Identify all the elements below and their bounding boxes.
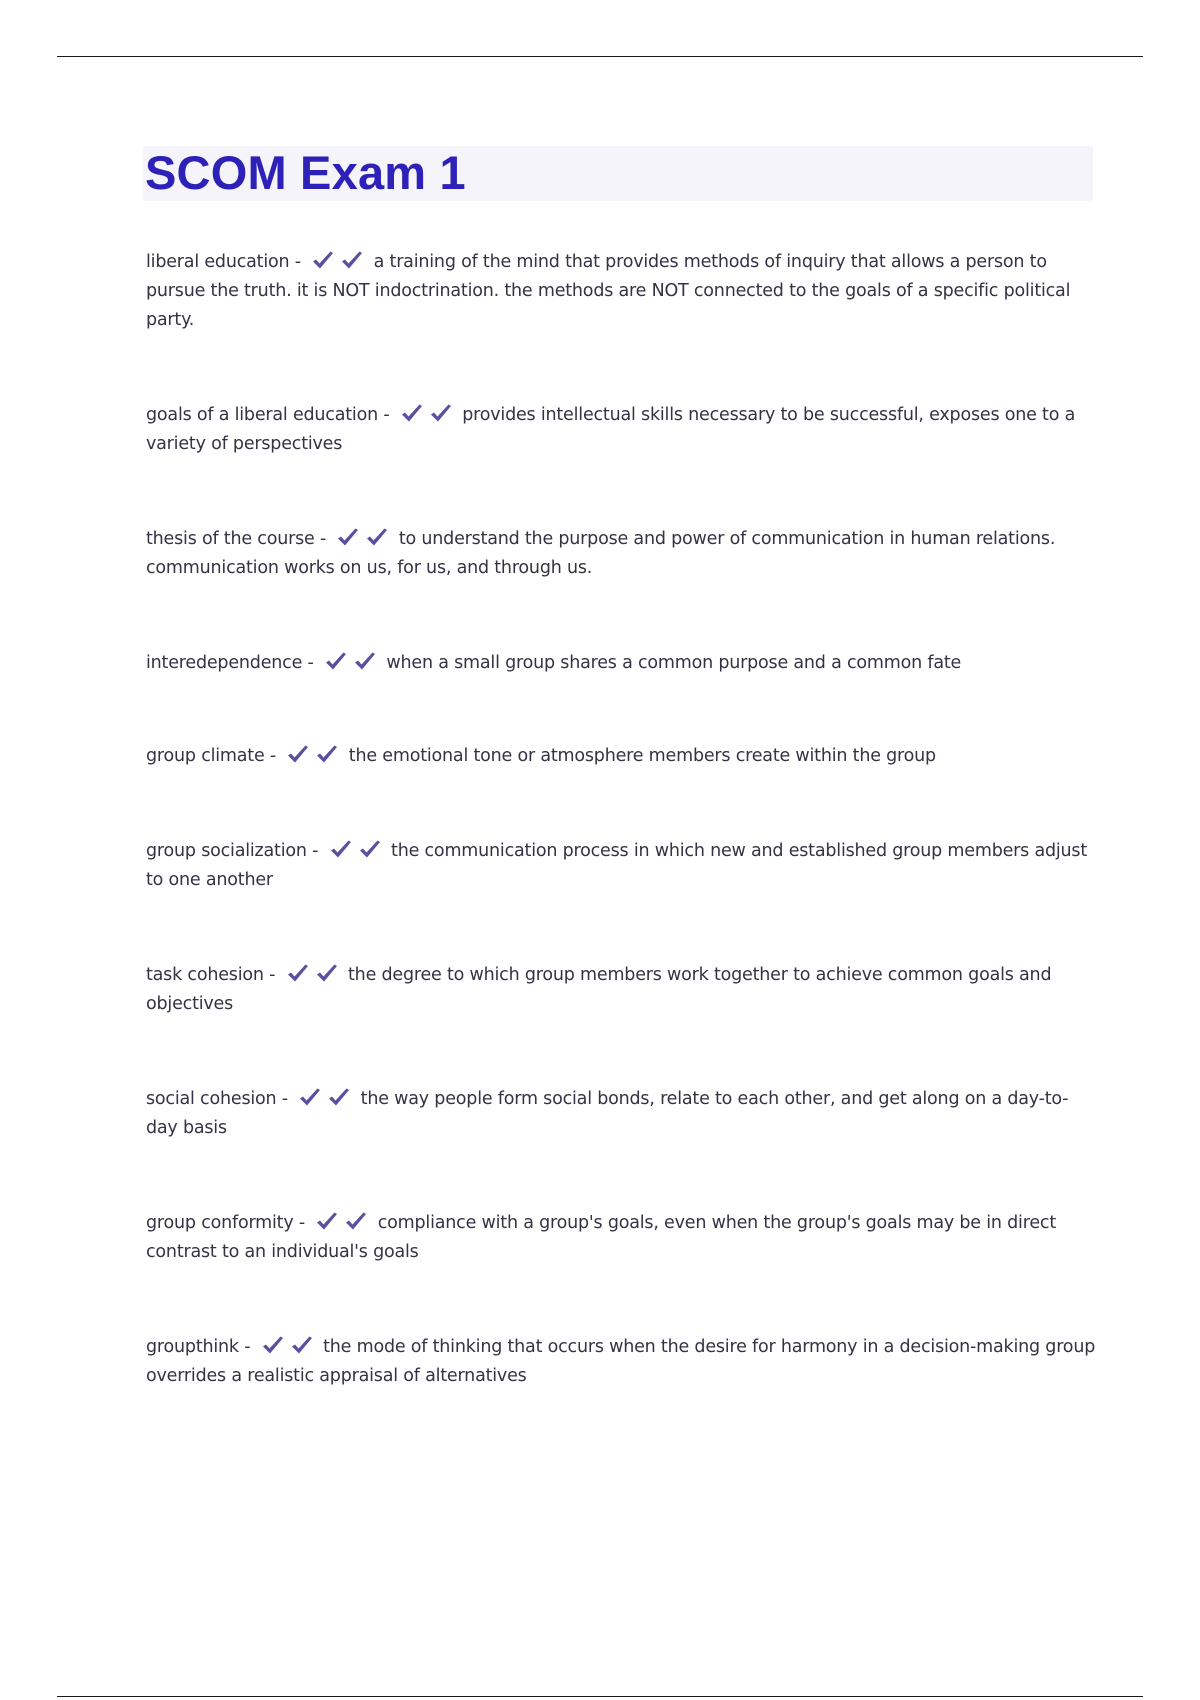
entry-separator: -	[307, 653, 314, 673]
flashcard-list	[146, 248, 1096, 1391]
flashcard-entry	[146, 961, 1096, 1019]
entry-term: liberal education	[146, 252, 290, 272]
entry-separator: -	[269, 965, 276, 985]
entry-separator: -	[319, 529, 327, 549]
flashcard-entry	[146, 401, 1096, 459]
bottom-rule	[57, 1696, 1143, 1697]
checkmark-icon	[357, 839, 382, 859]
answer-checkmarks	[260, 1333, 318, 1362]
entry-separator: -	[269, 746, 277, 766]
answer-checkmarks	[310, 248, 368, 277]
flashcard-entry	[146, 1209, 1096, 1267]
entry-separator: -	[294, 252, 301, 272]
answer-checkmarks	[314, 1209, 372, 1238]
checkmark-icon	[310, 250, 335, 270]
answer-checkmarks	[328, 837, 386, 866]
checkmark-icon	[297, 1087, 322, 1107]
entry-term: thesis of the course	[146, 529, 315, 549]
checkmark-icon	[339, 250, 364, 270]
flashcard-entry	[146, 1333, 1096, 1391]
checkmark-icon	[364, 527, 389, 547]
entry-term: goals of a liberal education	[146, 405, 378, 425]
checkmark-icon	[314, 744, 339, 764]
entry-separator: -	[312, 841, 319, 861]
flashcard-entry	[146, 248, 1096, 335]
entry-term: group conformity	[146, 1213, 294, 1233]
checkmark-icon	[314, 963, 339, 983]
checkmark-icon	[260, 1335, 285, 1355]
answer-checkmarks	[297, 1085, 355, 1114]
entry-definition: compliance with a group's goals, even when the group's goals may be in direct contrast to an individual's goals	[146, 1213, 1056, 1262]
flashcard-entry	[146, 742, 1096, 771]
checkmark-icon	[289, 1335, 314, 1355]
entry-term: interedependence	[146, 653, 303, 673]
checkmark-icon	[285, 963, 310, 983]
answer-checkmarks	[335, 525, 393, 554]
flashcard-entry	[146, 837, 1096, 895]
entry-separator: -	[383, 405, 390, 425]
checkmark-icon	[428, 403, 453, 423]
top-rule	[57, 56, 1143, 57]
entry-term: group climate	[146, 746, 265, 766]
answer-checkmarks	[323, 649, 381, 678]
entry-separator: -	[298, 1213, 305, 1233]
entry-definition: the mode of thinking that occurs when the desire for harmony in a decision-making group overrides a realistic appraisal of alternatives	[146, 1337, 1096, 1386]
entry-definition: the degree to which group members work together to achieve common goals and objectives	[146, 965, 1052, 1014]
page-title: SCOM Exam 1	[145, 146, 466, 199]
entry-separator: -	[244, 1337, 251, 1357]
checkmark-icon	[335, 527, 360, 547]
flashcard-entry	[146, 1085, 1096, 1143]
checkmark-icon	[285, 744, 310, 764]
answer-checkmarks	[285, 742, 343, 771]
flashcard-entry	[146, 525, 1096, 583]
flashcard-entry	[146, 649, 1096, 678]
answer-checkmarks	[399, 401, 457, 430]
entry-definition: the emotional tone or atmosphere members create within the group	[348, 746, 936, 766]
entry-term: social cohesion	[146, 1089, 277, 1109]
entry-term: task cohesion	[146, 965, 264, 985]
answer-checkmarks	[285, 961, 343, 990]
entry-term: group socialization	[146, 841, 307, 861]
entry-term: groupthink	[146, 1337, 239, 1357]
entry-definition: the communication process in which new and established group members adjust to one another	[146, 841, 1088, 890]
entry-definition: provides intellectual skills necessary to be successful, exposes one to a variety of perspectives	[146, 405, 1076, 454]
checkmark-icon	[399, 403, 424, 423]
checkmark-icon	[314, 1211, 339, 1231]
checkmark-icon	[326, 1087, 351, 1107]
entry-definition: a training of the mind that provides methods of inquiry that allows a person to pursue the truth. it is NOT indoctrination. the methods are NOT connected to the goals of a specific political party.	[146, 252, 1071, 330]
entry-definition: the way people form social bonds, relate to each other, and get along on a day-to-day basis	[146, 1089, 1069, 1138]
checkmark-icon	[328, 839, 353, 859]
entry-definition: to understand the purpose and power of communication in human relations. communication works on us, for us, and through us.	[146, 529, 1056, 578]
checkmark-icon	[352, 651, 377, 671]
checkmark-icon	[343, 1211, 368, 1231]
entry-definition: when a small group shares a common purpose and a common fate	[386, 653, 962, 673]
entry-separator: -	[281, 1089, 288, 1109]
checkmark-icon	[323, 651, 348, 671]
